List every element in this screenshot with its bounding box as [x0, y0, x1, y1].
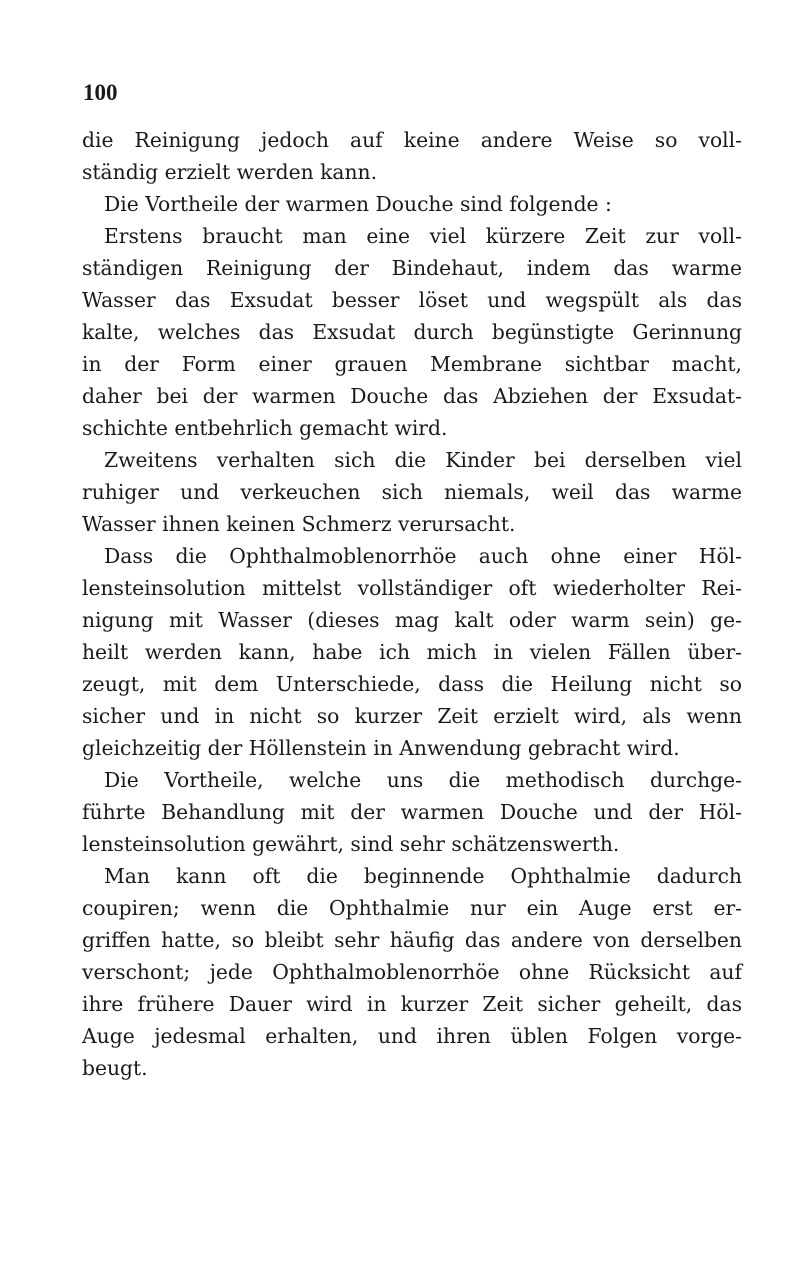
body-text [82, 124, 742, 1084]
text-line: heilt werden kann, habe ich mich in vielen Fällen über- [82, 640, 742, 664]
text-line: ihre frühere Dauer wird in kurzer Zeit sicher geheilt, das [82, 992, 742, 1016]
text-line: Zweitens verhalten sich die Kinder bei derselben viel [104, 448, 742, 472]
text-line: sicher und in nicht so kurzer Zeit erzielt wird, als wenn [82, 704, 742, 728]
text-line: kalte, welches das Exsudat durch begünstigte Gerinnung [82, 320, 742, 344]
text-line: ständig erzielt werden kann. [82, 160, 378, 184]
text-line: Die Vortheile der warmen Douche sind folgende : [104, 192, 612, 216]
text-line: griffen hatte, so bleibt sehr häufig das andere von derselben [82, 928, 742, 952]
text-line: lensteinsolution mittelst vollständiger oft wiederholter Rei- [82, 576, 742, 600]
text-line: lensteinsolution gewährt, sind sehr schätzenswerth. [82, 832, 620, 856]
text-line: in der Form einer grauen Membrane sichtbar macht, [82, 352, 742, 376]
text-line: ständigen Reinigung der Bindehaut, indem das warme [82, 256, 742, 280]
text-line: schichte entbehrlich gemacht wird. [82, 416, 448, 440]
text-line: ruhiger und verkeuchen sich niemals, weil das warme [82, 480, 742, 504]
text-line: coupiren; wenn die Ophthalmie nur ein Auge erst er- [82, 896, 742, 920]
text-line: Erstens braucht man eine viel kürzere Zeit zur voll- [104, 224, 742, 248]
text-line: gleichzeitig der Höllenstein in Anwendung gebracht wird. [82, 736, 680, 760]
text-line: führte Behandlung mit der warmen Douche und der Höl- [82, 800, 742, 824]
text-line: nigung mit Wasser (dieses mag kalt oder warm sein) ge- [82, 608, 742, 632]
text-line: zeugt, mit dem Unterschiede, dass die Heilung nicht so [82, 672, 742, 696]
text-line: verschont; jede Ophthalmoblenorrhöe ohne Rücksicht auf [82, 960, 742, 984]
text-line: Man kann oft die beginnende Ophthalmie dadurch [104, 864, 742, 888]
text-line: Dass die Ophthalmoblenorrhöe auch ohne einer Höl- [104, 544, 742, 568]
text-line: beugt. [82, 1056, 148, 1080]
page-number: 100 [83, 80, 118, 105]
text-line: die Reinigung jedoch auf keine andere Weise so voll- [82, 128, 742, 152]
text-line: daher bei der warmen Douche das Abziehen der Exsudat- [82, 384, 742, 408]
text-line: Auge jedesmal erhalten, und ihren üblen Folgen vorge- [82, 1024, 742, 1048]
text-line: Wasser das Exsudat besser löset und wegspült als das [82, 288, 742, 312]
text-line: Die Vortheile, welche uns die methodisch durchge- [104, 768, 742, 792]
text-line: Wasser ihnen keinen Schmerz verursacht. [82, 512, 516, 536]
